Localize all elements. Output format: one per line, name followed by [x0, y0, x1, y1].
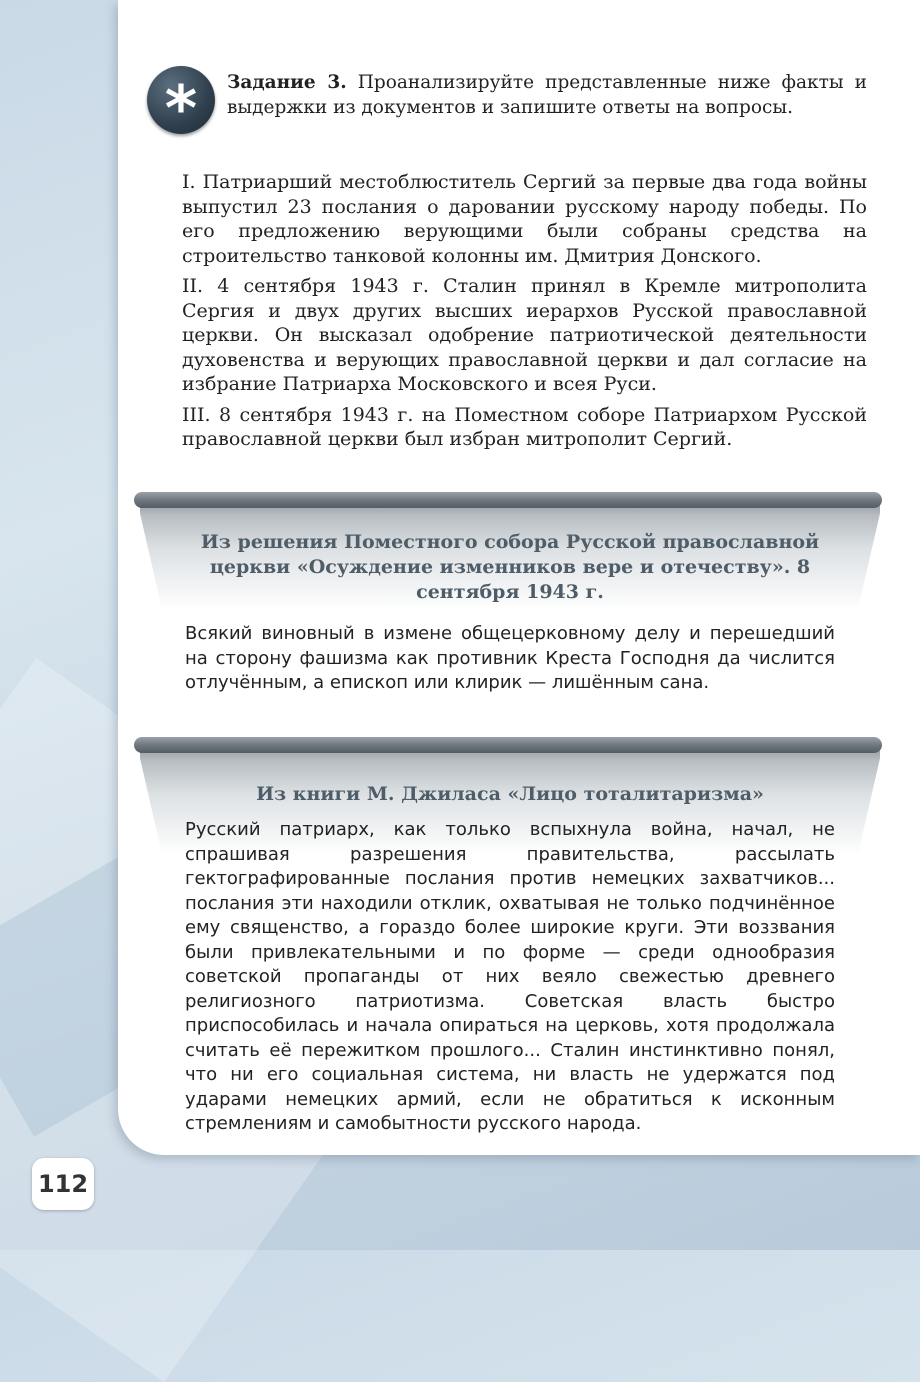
- document2-text: Русский патриарх, как только вспыхнула война, начал, не спрашивая разрешения правительства, рассылать гектографированные послания против немецких захватчиков... послания эти находили отклик, охватывая не только подчинённое ему священство, а гораздо более широкие круги. Эти воззвания были привлекательными и по форме — среди однообразия советской пропаганды от них веяло свежестью древнего религиозного патриотизма. Советская власть быстро приспособилась и начала опираться на церковь, хотя продолжала считать её пережитком прошлого... Сталин инстинктивно понял, что ни его социальная система, ни власть не удержатся под ударами немецких армий, если не обратиться к исконным стремлениям и самобытности русского народа.: [185, 819, 835, 1134]
- task-heading: [227, 70, 867, 120]
- scroll-roll-icon: [134, 737, 882, 753]
- asterisk-icon: *: [147, 66, 215, 134]
- facts-list: [182, 170, 867, 458]
- task-text: Проанализируйте представленные ниже факты и выдержки из документов и запишите ответы на вопросы.: [227, 72, 867, 118]
- task-label: Задание 3.: [227, 72, 347, 93]
- document1-title: Из решения Поместного собора Русской православной церкви «Осуждение изменников вере и отечеству». 8 сентября 1943 г.: [200, 531, 820, 603]
- fact-item: II. 4 сентября 1943 г. Сталин принял в Кремле митрополита Сергия и двух других высших иерархов Русской православной церкви. Он высказал одобрение патриотической деятельности духовенства и верующих православной церкви и дал согласие на избрание Патриарха Московского и всея Руси.: [182, 275, 867, 395]
- page-number: 112: [32, 1158, 94, 1210]
- scroll-roll-icon: [134, 492, 882, 508]
- document2-title: Из книги М. Джиласа «Лицо тоталитаризма»: [256, 783, 764, 805]
- fact-item: I. Патриарший местоблюститель Сергий за первые два года войны выпустил 23 послания о даровании русскому народу победы. По его предложению верующими были собраны средства на строительство танковой колонны им. Дмитрия Донского.: [182, 171, 867, 267]
- fact-item: III. 8 сентября 1943 г. на Поместном соборе Патриархом Русской православной церкви был избран митрополит Сергий.: [182, 403, 867, 450]
- document1-text: Всякий виновный в измене общецерковному делу и перешедший на сторону фашизма как противник Креста Господня да числится отлучённым, а епископ или клирик — лишённым сана.: [185, 623, 835, 693]
